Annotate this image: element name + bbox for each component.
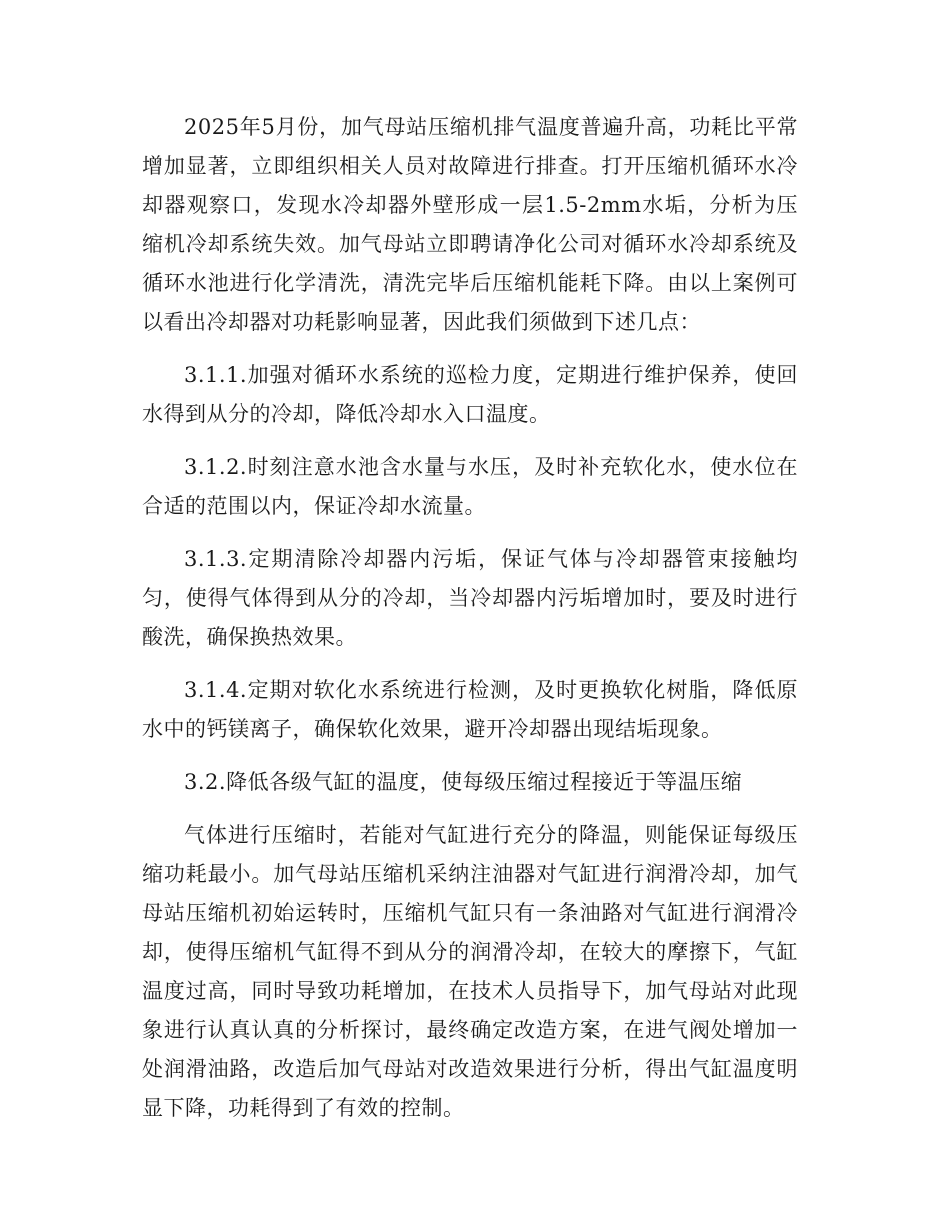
paragraph-case-intro: 2025年5月份，加气母站压缩机排气温度普遍升高，功耗比平常增加显著，立即组织相关人员对故障进行排查。打开压缩机循环水冷却器观察口，发现水冷却器外壁形成一层1.5-2mm水垢，分析为压缩机冷却系统失效。加气母站立即聘请净化公司对循环水冷却系统及循环水池进行化学清洗，清洗完毕后压缩机能耗下降。由以上案例可以看出冷却器对功耗影响显著，因此我们须做到下述几点： (142, 115, 798, 334)
paragraph-3-1-1: 3.1.1.加强对循环水系统的巡检力度，定期进行维护保养，使回水得到从分的冷却，降低冷却水入口温度。 (142, 363, 798, 426)
paragraph-3-1-3: 3.1.3.定期清除冷却器内污垢，保证气体与冷却器管束接触均匀，使得气体得到从分的冷却，当冷却器内污垢增加时，要及时进行酸洗，确保换热效果。 (142, 547, 798, 649)
paragraph-3-1-4: 3.1.4.定期对软化水系统进行检测，及时更换软化树脂，降低原水中的钙镁离子，确保软化效果，避开冷却器出现结垢现象。 (142, 678, 798, 741)
section-heading-3-2: 3.2.降低各级气缸的温度，使每级压缩过程接近于等温压缩 (184, 770, 743, 794)
paragraph-cylinder-cooling: 气体进行压缩时，若能对气缸进行充分的降温，则能保证每级压缩功耗最小。加气母站压缩机采纳注油器对气缸进行润滑冷却，加气母站压缩机初始运转时，压缩机气缸只有一条油路对气缸进行润滑冷却，使得压缩机气缸得不到从分的润滑冷却，在较大的摩擦下，气缸温度过高，同时导致功耗增加，在技术人员指导下，加气母站对此现象进行认真认真的分析探讨，最终确定改造方案，在进气阀处增加一处润滑油路，改造后加气母站对改造效果进行分析，得出气缸温度明显下降，功耗得到了有效的控制。 (142, 823, 798, 1120)
document-body (142, 108, 798, 1142)
paragraph-3-1-2: 3.1.2.时刻注意水池含水量与水压，及时补充软化水，使水位在合适的范围以内，保证冷却水流量。 (142, 455, 798, 518)
